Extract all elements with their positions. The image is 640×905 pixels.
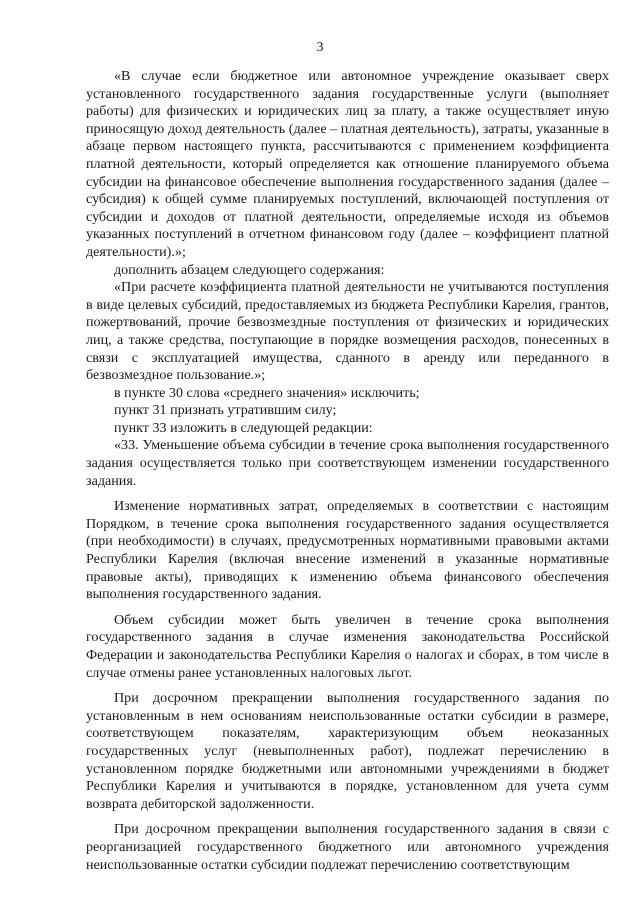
page-number: 3 (316, 40, 324, 55)
paragraph-punkt-30: в пункте 30 слова «среднего значения» исключить; (114, 384, 420, 401)
paragraph-punkt-33: пункт 33 изложить в следующей редакции: (114, 419, 373, 436)
paragraph-dopolnit-abzacem: дополнить абзацем следующего содержания: (114, 261, 385, 278)
paragraph-dosrochnoe-prekrashchenie: При досрочном прекращении выполнения государственного задания по установленным в нем основаниям неиспользованные остатки субсидии в размере, соответствующем показателям, характеризующим объем неоказанных государственных услуг (невыполненных работ), подлежат перечислению в установленном порядке бюджетными или автономными учреждениями в бюджет Республики Карелия и учитываются в порядке, установленном для учета сумм возврата дебиторской задолженности. (86, 690, 609, 812)
paragraph-izmenenie-normativnyh-zatrat: Изменение нормативных затрат, определяемых в соответствии с настоящим Порядком, в течение срока выполнения государственного задания осуществляется (при необходимости) в случаях, предусмотренных нормативными правовыми актами Республики Карелия (включая внесение изменений в указанные нормативные правовые акты), приводящих к изменению объема финансового обеспечения выполнения государственного задания. (86, 498, 609, 603)
paragraph-obem-subsidii: Объем субсидии может быть увеличен в течение срока выполнения государственного задания в случае изменения законодательства Российской Федерации и законодательства Республики Карелия о налогах и сборах, в том числе в случае отмены ранее установленных налоговых льгот. (86, 611, 609, 681)
paragraph-pri-raschete-koefficienta: «При расчете коэффициента платной деятельности не учитываются поступления в виде целевых субсидий, предоставляемых из бюджета Республики Карелия, грантов, пожертвований, прочие безвозмездные поступления от физических и юридических лиц, а также средства, поступающие в порядке возмещения расходов, понесенных в связи с эксплуатацией имущества, сданного в аренду или переданного в безвозмездное пользование.»; (86, 279, 609, 384)
paragraph-punkt-31: пункт 31 признать утратившим силу; (114, 402, 337, 419)
paragraph-33-umenshenie: «33. Уменьшение объема субсидии в течение срока выполнения государственного задания осуществляется только при соответствующем изменении государственного задания. (86, 437, 609, 489)
paragraph-reorganizaciya: При досрочном прекращении выполнения государственного задания в связи с реорганизацией государственного бюджетного или автономного учреждения неиспользованные остатки субсидии подлежат перечислению соответствующим (86, 821, 609, 873)
document-body (86, 68, 609, 874)
paragraph-platnaya-deyatelnost: «В случае если бюджетное или автономное учреждение оказывает сверх установленного государственного задания государственные услуги (выполняет работы) для физических и юридических лиц за плату, а также осуществляет иную приносящую доход деятельность (далее – платная деятельность), затраты, указанные в абзаце первом настоящего пункта, рассчитываются с применением коэффициента платной деятельности, который определяется как отношение планируемого объема субсидии на финансовое обеспечение выполнения государственного задания (далее – субсидия) к общей сумме планируемых поступлений, включающей поступления от субсидии и доходов от платной деятельности, определяемые исходя из объемов указанных поступлений в отчетном финансовом году (далее – коэффициент платной деятельности).»; (86, 68, 609, 260)
